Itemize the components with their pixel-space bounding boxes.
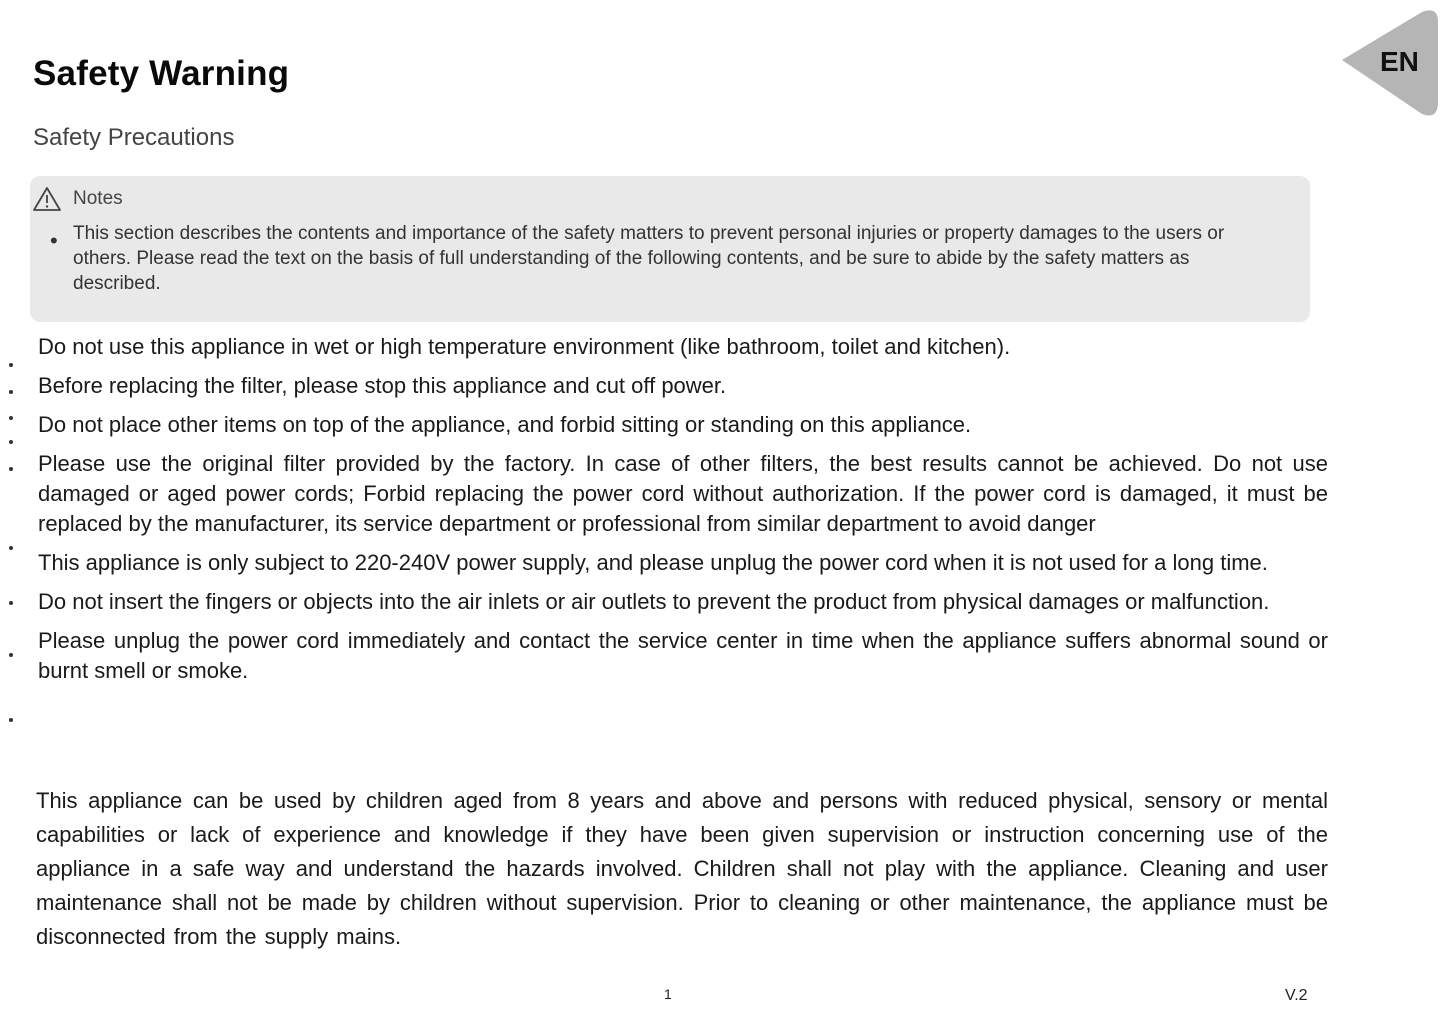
language-label: EN xyxy=(1380,46,1419,77)
list-item: Before replacing the filter, please stop this appliance and cut off power. xyxy=(38,373,727,398)
bullet-dot xyxy=(9,390,13,394)
bullet-dot xyxy=(9,718,13,722)
bullet-dot xyxy=(9,363,13,367)
list-item: Do not place other items on top of the appliance, and forbid sitting or standing on this appliance. xyxy=(38,412,972,437)
list-item: Please unplug the power cord immediately and contact the service center in time when the appliance suffers abnormal sound or burnt smell or smoke. xyxy=(38,628,1328,683)
notes-bullet: • xyxy=(50,228,58,253)
children-usage-paragraph: This appliance can be used by children aged from 8 years and above and persons with reduced physical, sensory or mental capabilities or lack of experience and knowledge if they have been given supervision or instruction concerning use of the appliance in a safe way and understand the hazards involved. Children shall not play with the appliance. Cleaning and user maintenance shall not be made by children without supervision. Prior to cleaning or other maintenance, the appliance must be disconnected from the supply mains. xyxy=(36,788,1328,949)
bullet-dot xyxy=(9,546,13,550)
bullet-dot xyxy=(9,601,13,605)
bullet-dot xyxy=(9,440,13,444)
section-title: Safety Precautions xyxy=(33,124,235,151)
notes-box xyxy=(30,176,1310,322)
page-number: 1 xyxy=(664,986,672,1002)
list-item: Do not insert the fingers or objects into the air inlets or air outlets to prevent the product from physical damages or malfunction. xyxy=(38,589,1270,614)
list-item: Please use the original filter provided by the factory. In case of other filters, the best results cannot be achieved. Do not use damaged or aged power cords; Forbid replacing the power cord without authorization. If the power cord is damaged, it must be replaced by the manufacturer, its service department or professional from similar department to avoid danger xyxy=(38,451,1328,536)
version-label: V.2 xyxy=(1285,987,1308,1004)
safety-list xyxy=(38,332,1328,695)
notes-text: This section describes the contents and importance of the safety matters to prevent personal injuries or property damages to the users or others. Please read the text on the basis of full understanding of the following contents, and be sure to abide by the safety matters as described. xyxy=(73,223,1225,294)
warning-triangle-icon xyxy=(32,186,62,212)
bullet-dot xyxy=(9,416,13,420)
list-item: Do not use this appliance in wet or high temperature environment (like bathroom, toilet and kitchen). xyxy=(38,334,1011,359)
notes-heading: Notes xyxy=(73,188,123,209)
page-title: Safety Warning xyxy=(33,54,290,93)
bullet-dot xyxy=(9,467,13,471)
list-item: This appliance is only subject to 220-240V power supply, and please unplug the power cord when it is not used for a long time. xyxy=(38,550,1268,575)
bullet-dot xyxy=(9,653,13,657)
